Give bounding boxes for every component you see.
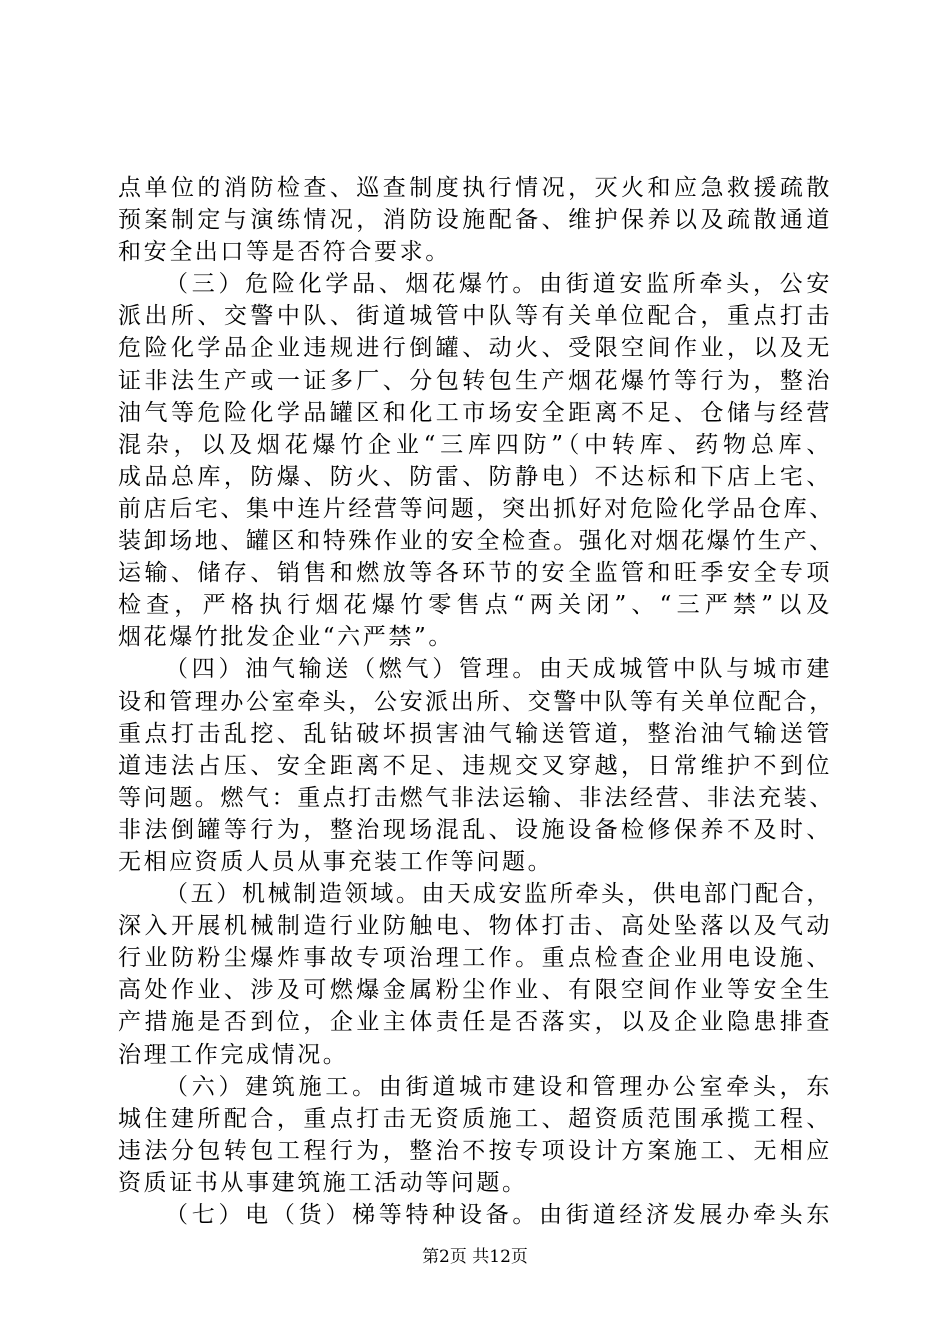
text-line: 违法分包转包工程行为，整治不按专项设计方案施工、无相应 bbox=[118, 1137, 832, 1164]
text-line: 危险化学品企业违规进行倒罐、动火、受限空间作业，以及无 bbox=[118, 335, 832, 362]
text-line: 道违法占压、安全距离不足、违规交叉穿越，日常维护不到位 bbox=[118, 752, 832, 779]
text-line: 资质证书从事建筑施工活动等问题。 bbox=[118, 1169, 528, 1196]
text-line: 治理工作完成情况。 bbox=[118, 1041, 349, 1068]
text-line: （三）危险化学品、烟花爆竹。由街道安监所牵头，公安 bbox=[165, 271, 832, 298]
text-line: （五）机械制造领域。由天成安监所牵头，供电部门配合， bbox=[165, 881, 832, 908]
text-line: （六）建筑施工。由街道城市建设和管理办公室牵头，东 bbox=[165, 1073, 832, 1100]
text-line: 运输、储存、销售和燃放等各环节的安全监管和旺季安全专项 bbox=[118, 560, 832, 587]
text-line: 成品总库，防爆、防火、防雷、防静电）不达标和下店上宅、 bbox=[118, 463, 832, 490]
text-line: （四）油气输送（燃气）管理。由天成城管中队与城市建 bbox=[165, 656, 832, 683]
text-line: 烟花爆竹批发企业“六严禁”。 bbox=[118, 624, 454, 651]
text-line: 证非法生产或一证多厂、分包转包生产烟花爆竹等行为，整治 bbox=[118, 367, 832, 394]
document-body bbox=[118, 172, 835, 1231]
text-line: （七）电（货）梯等特种设备。由街道经济发展办牵头东 bbox=[165, 1202, 832, 1228]
text-line: 等问题。燃气：重点打击燃气非法运输、非法经营、非法充装、 bbox=[118, 784, 835, 811]
text-line: 重点打击乱挖、乱钻破坏损害油气输送管道，整治油气输送管 bbox=[118, 720, 832, 747]
text-line: 油气等危险化学品罐区和化工市场安全距离不足、仓储与经营 bbox=[118, 399, 832, 426]
text-line: 设和管理办公室牵头，公安派出所、交警中队等有关单位配合， bbox=[118, 688, 835, 715]
text-line: 深入开展机械制造行业防触电、物体打击、高处坠落以及气动 bbox=[118, 913, 832, 940]
text-line: 装卸场地、罐区和特殊作业的安全检查。强化对烟花爆竹生产、 bbox=[118, 528, 835, 555]
text-line: 高处作业、涉及可燃爆金属粉尘作业、有限空间作业等安全生 bbox=[118, 977, 832, 1004]
text-line: 预案制定与演练情况，消防设施配备、维护保养以及疏散通道 bbox=[118, 207, 832, 234]
text-line: 非法倒罐等行为，整治现场混乱、设施设备检修保养不及时、 bbox=[118, 816, 832, 843]
text-line: 派出所、交警中队、街道城管中队等有关单位配合，重点打击 bbox=[118, 303, 832, 330]
text-line: 检查，严格执行烟花爆竹零售点“两关闭”、“三严禁”以及 bbox=[118, 592, 832, 619]
text-line: 和安全出口等是否符合要求。 bbox=[118, 239, 451, 266]
text-line: 前店后宅、集中连片经营等问题，突出抓好对危险化学品仓库、 bbox=[118, 495, 835, 522]
page-footer: 第2页 共12页 bbox=[422, 1247, 528, 1267]
text-line: 无相应资质人员从事充装工作等问题。 bbox=[118, 848, 554, 875]
text-line: 点单位的消防检查、巡查制度执行情况，灭火和应急救援疏散 bbox=[118, 175, 832, 201]
text-line: 城住建所配合，重点打击无资质施工、超资质范围承揽工程、 bbox=[118, 1105, 832, 1132]
text-line: 混杂，以及烟花爆竹企业“三库四防”（中转库、药物总库、 bbox=[118, 431, 832, 458]
text-line: 行业防粉尘爆炸事故专项治理工作。重点检查企业用电设施、 bbox=[118, 945, 832, 972]
text-line: 产措施是否到位，企业主体责任是否落实，以及企业隐患排查 bbox=[118, 1009, 832, 1036]
